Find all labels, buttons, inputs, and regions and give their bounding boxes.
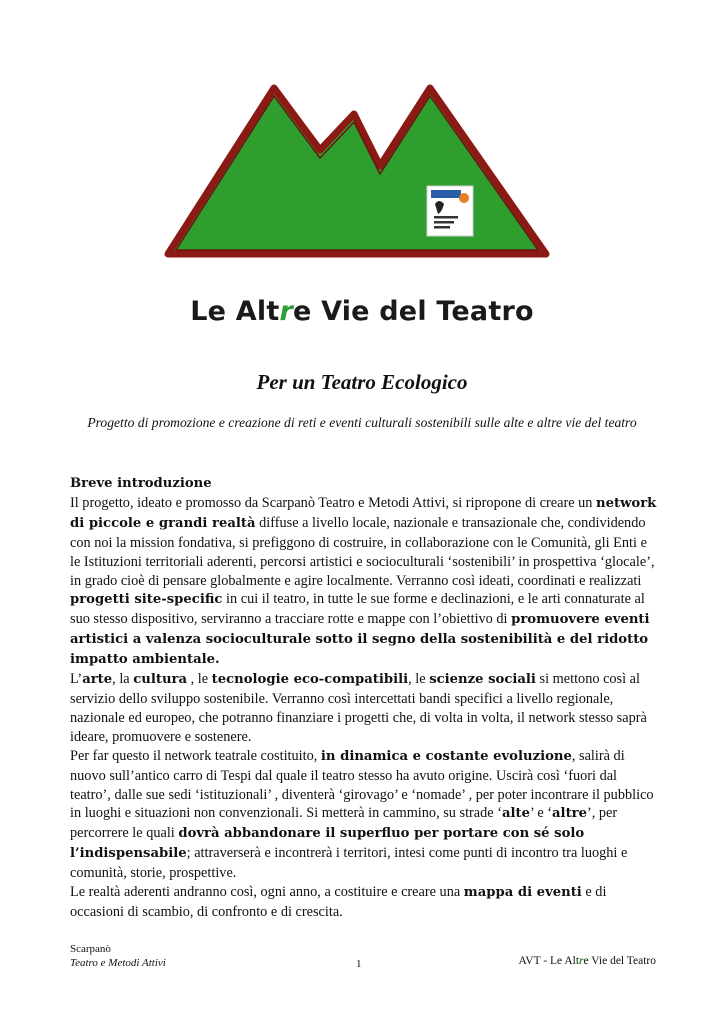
mountain-logo [154,78,554,263]
intro-paragraph-3: Per far questo il network teatrale costituito, in dinamica e costante evoluzione, salirà di nuovo sull’antico carro di Tespi dal quale il teatro stesso ha avuto origine. Uscirà così ‘fuori dal teatro’, dalle sue sedi ‘istituzionali’ , diventerà ‘girovago’ e ‘nomade’ , per poter incontrare il pubblico in luoghi e situazioni non convenzionali. Si metterà in cammino, su strade ‘alte’ e ‘altre’, per percorrere le quali dovrà abbandonare il superfluo per portare con sé solo l’indispensabile; attraverserà e incontrerà i territori, intesi come punti di incontro tra luoghi e comunità, storie, prospettive. [70,747,654,882]
page-number: 1 [356,958,362,970]
document-subtitle: Progetto di promozione e creazione di reti e eventi culturali sostenibili sulle alte e altre vie del teatro [87,415,637,430]
document-title: Per un Teatro Ecologico [256,370,468,394]
footer-org-subtitle: Teatro e Metodi Attivi [70,957,166,969]
intro-paragraph-4: Le realtà aderenti andranno così, ogni anno, a costituire e creare una mappa di eventi e di occasioni di scambio, di confronto e di crescita. [70,884,607,920]
intro-heading: Breve introduzione [70,476,212,491]
highlight-network: network di piccole e grandi realtà [70,495,657,531]
intro-paragraph-1: Il progetto, ideato e promosso da Scarpanò Teatro e Metodi Attivi, si ripropone di creare un network di piccole e grandi realtà diffuse a livello locale, nazionale e transazionale che, condividendo con noi la mission fondativa, si prefiggono di costruire, in collaborazione con le Comunità, gli Enti e le Istituzioni territoriali aderenti, percorsi artistici e socioculturali ‘sostenibili’ in prospettiva ‘glocale’, in grado cioè di pensare globalmente e agire localmente. Verranno così ideati, coordinati e realizzati progetti site-specific in cui il teatro, in tutte le sue forme e declinazioni, e le arti connaturate al suo stesso dispositivo, serviranno a tracciare rotte e mappe con l’obiettivo di promuovere eventi artistici a valenza socioculturale sotto il segno della sostenibilità e del ridotto impatto ambientale. [70,494,657,668]
intro-paragraph-2: L’arte, la cultura , le tecnologie eco-compatibili, le scienze sociali si mettono così al servizio dello sviluppo sostenibile. Verranno così intercettati bandi specifici a livello regionale, nazionale ed europeo, che potranno finanziare i progetti che, di volta in volta, il network stesso saprà ideare, promuovere e sostenere. [70,671,647,745]
highlight-eventi: promuovere eventi artistici a valenza socioculturale sotto il segno della sostenibilità e del ridotto impatto ambientale. [70,612,650,668]
footer-org-name: Scarpanò [70,943,111,955]
brand-part-2: e Vie del Teatro [292,296,534,327]
footer-accent-letter: r [579,955,584,967]
brand-title [0,296,724,327]
scarpano-badge [427,186,473,236]
highlight-site-specific: progetti site-specific [70,592,223,608]
brand-accent-letter: r [279,296,293,327]
mountain-logo-icon [154,78,554,263]
footer-right: AVT - Le Altre Vie del Teatro [518,955,656,967]
footer-left [70,942,166,970]
brand-part-1: Le Alt [190,296,280,327]
introduction-section [70,474,660,922]
